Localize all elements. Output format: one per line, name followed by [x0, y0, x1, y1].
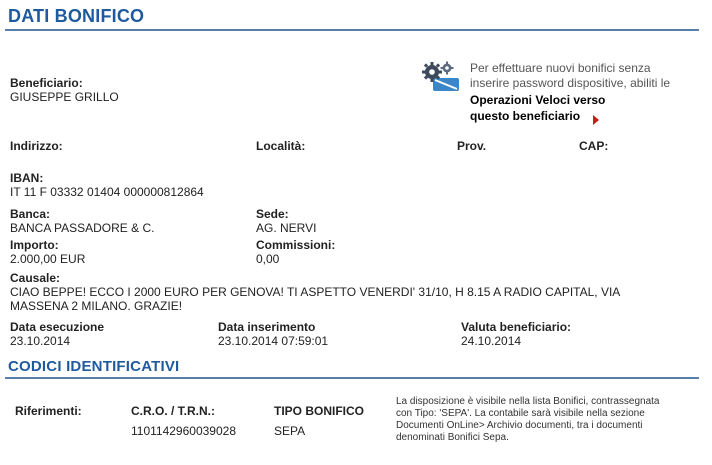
section-divider-codici — [5, 377, 699, 379]
valuta-beneficiario-label: Valuta beneficiario: — [461, 320, 572, 334]
sede-value: AG. NERVI — [256, 221, 317, 235]
data-inserimento-value: 23.10.2014 07:59:01 — [218, 334, 329, 348]
banca-value: BANCA PASSADORE & C. — [10, 221, 155, 235]
operazioni-veloci-link[interactable]: Operazioni Veloci verso — [470, 93, 606, 107]
gears-icon — [421, 60, 461, 94]
sede-label: Sede: — [256, 207, 289, 221]
arrow-right-icon[interactable] — [593, 112, 599, 122]
commissioni-value: 0,00 — [256, 252, 280, 266]
iban-label: IBAN: — [10, 171, 44, 185]
riferimenti-label: Riferimenti: — [15, 404, 82, 418]
localita-label: Località: — [256, 139, 306, 153]
data-esecuzione-value: 23.10.2014 — [10, 334, 71, 348]
iban-value: IT 11 F 03332 01404 000000812864 — [10, 185, 204, 199]
importo-label: Importo: — [10, 238, 59, 252]
note-line-3: Documenti OnLine> Archivio documenti, tra i documenti — [396, 420, 643, 431]
note-line-2: con Tipo: 'SEPA'. La contabile sarà visibile nella sezione — [396, 408, 645, 419]
indirizzo-label: Indirizzo: — [10, 139, 63, 153]
causale-line-1: CIAO BEPPE! ECCO I 2000 EURO PER GENOVA! TI ASPETTO VENERDI' 31/10, H 8.15 A RADIO CAPITAL, VIA — [10, 285, 621, 299]
causale-line-2: MASSENA 2 MILANO. GRAZIE! — [10, 299, 183, 313]
hint-line-2: inserire password dispositive, abiliti le — [470, 76, 671, 90]
prov-label: Prov. — [457, 139, 487, 153]
note-line-4: denominati Bonifici Sepa. — [396, 432, 509, 443]
data-esecuzione-label: Data esecuzione — [10, 320, 105, 334]
commissioni-label: Commissioni: — [256, 238, 336, 252]
beneficiario-value: GIUSEPPE GRILLO — [10, 90, 119, 104]
cro-trn-label: C.R.O. / T.R.N.: — [131, 404, 215, 418]
tipo-bonifico-value: SEPA — [274, 424, 306, 438]
banca-label: Banca: — [10, 207, 51, 221]
section-title-codici-identificativi: CODICI IDENTIFICATIVI — [8, 358, 180, 375]
hint-line-1: Per effettuare nuovi bonifici senza — [470, 61, 651, 75]
note-line-1: La disposizione è visibile nella lista Bonifici, contrassegnata — [396, 396, 660, 407]
cap-label: CAP: — [579, 139, 609, 153]
section-divider — [5, 29, 699, 31]
operazioni-veloci-link-line-2[interactable]: questo beneficiario — [470, 109, 581, 123]
valuta-beneficiario-value: 24.10.2014 — [461, 334, 522, 348]
data-inserimento-label: Data inserimento — [218, 320, 316, 334]
tipo-bonifico-label: TIPO BONIFICO — [274, 404, 364, 418]
importo-value: 2.000,00 EUR — [10, 252, 86, 266]
section-title-dati-bonifico: DATI BONIFICO — [8, 6, 145, 26]
causale-label: Causale: — [10, 271, 61, 285]
cro-trn-value: 1101142960039028 — [131, 424, 236, 438]
beneficiario-label: Beneficiario: — [10, 76, 83, 90]
